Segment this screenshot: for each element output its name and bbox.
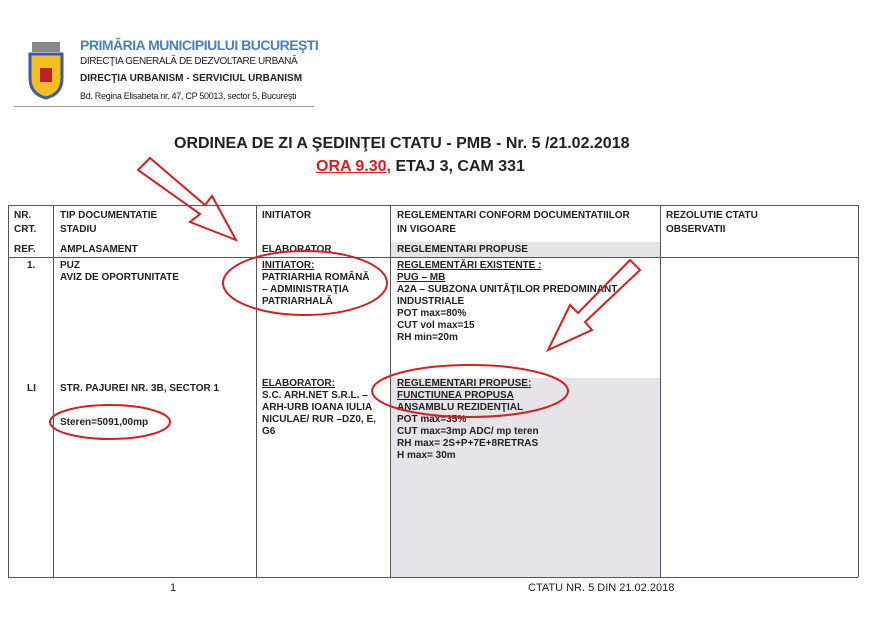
dept-urbanism: DIRECŢIA URBANISM - SERVICIUL URBANISM <box>80 73 303 84</box>
row-nr: 1. <box>27 260 36 271</box>
address: Bd. Regina Elisabeta nr. 47, CP 50013, sector 5, Bucureşti <box>80 91 297 101</box>
row-tip: PUZ AVIZ DE OPORTUNITATE <box>60 260 179 283</box>
row-initiator: INITIATOR: PATRIARHIA ROMÂNĂ – ADMINISTRAŢIA PATRIARHALĂ <box>262 260 370 307</box>
document-title: ORDINEA DE ZI A ŞEDINŢEI CTATU - PMB - Nr. 5 /21.02.2018 <box>174 135 630 152</box>
dept-general: DIRECŢIA GENERALĂ DE DEZVOLTARE URBANĂ <box>80 56 298 67</box>
header-initiator: INITIATOR ELABORATOR <box>262 210 332 255</box>
row-ref: LI <box>27 383 36 394</box>
row-propuse: REGLEMENTARI PROPUSE: FUNCTIUNEA PROPUSA ANSAMBLU REZIDENŢIAL POT max=35% CUT max=3mp ADC/ mp teren RH max= 2S+P+7E+8RETRAS H max= 30m <box>397 378 539 461</box>
initiator-highlight-ellipse <box>223 251 387 315</box>
meeting-room: ETAJ 3, CAM 331 <box>391 158 525 175</box>
row-elaborator: ELABORATOR: S.C. ARH.NET S.R.L. – ARH-URB IOANA IULIA NICULAE/ RUR –DZ0, E, G6 <box>262 378 376 437</box>
header-tip: TIP DOCUMENTATIE STADIU AMPLASAMENT <box>60 210 158 255</box>
arrow-icon <box>138 158 236 240</box>
org-name: PRIMĂRIA MUNICIPIULUI BUCUREŞTI <box>80 37 319 53</box>
page-number: 1 <box>170 582 177 594</box>
header-rezolutie: REZOLUTIE CTATU OBSERVATII <box>666 210 758 235</box>
header-nr: NR. CRT. REF. <box>14 210 37 255</box>
row-suprafata: Steren=5091,00mp <box>60 417 149 428</box>
proposed-highlight-ellipse <box>372 365 568 417</box>
meeting-time: ORA 9.30, <box>316 158 391 175</box>
row-amplasament: STR. PAJUREI NR. 3B, SECTOR 1 <box>60 383 220 394</box>
footer-ref: CTATU NR. 5 DIN 21.02.2018 <box>528 582 675 594</box>
row-existente: REGLEMENTĂRI EXISTENTE : PUG – MB A2A – SUBZONA UNITĂŢILOR PREDOMINANT INDUSTRIALE POT max=80% CUT vol max=15 RH min=20m <box>397 260 618 343</box>
header-reglementari: REGLEMENTARI CONFORM DOCUMENTATIILOR IN VIGOARE REGLEMENTARI PROPUSE <box>397 210 630 255</box>
area-highlight-ellipse <box>50 405 170 439</box>
arrow-icon <box>548 260 640 350</box>
